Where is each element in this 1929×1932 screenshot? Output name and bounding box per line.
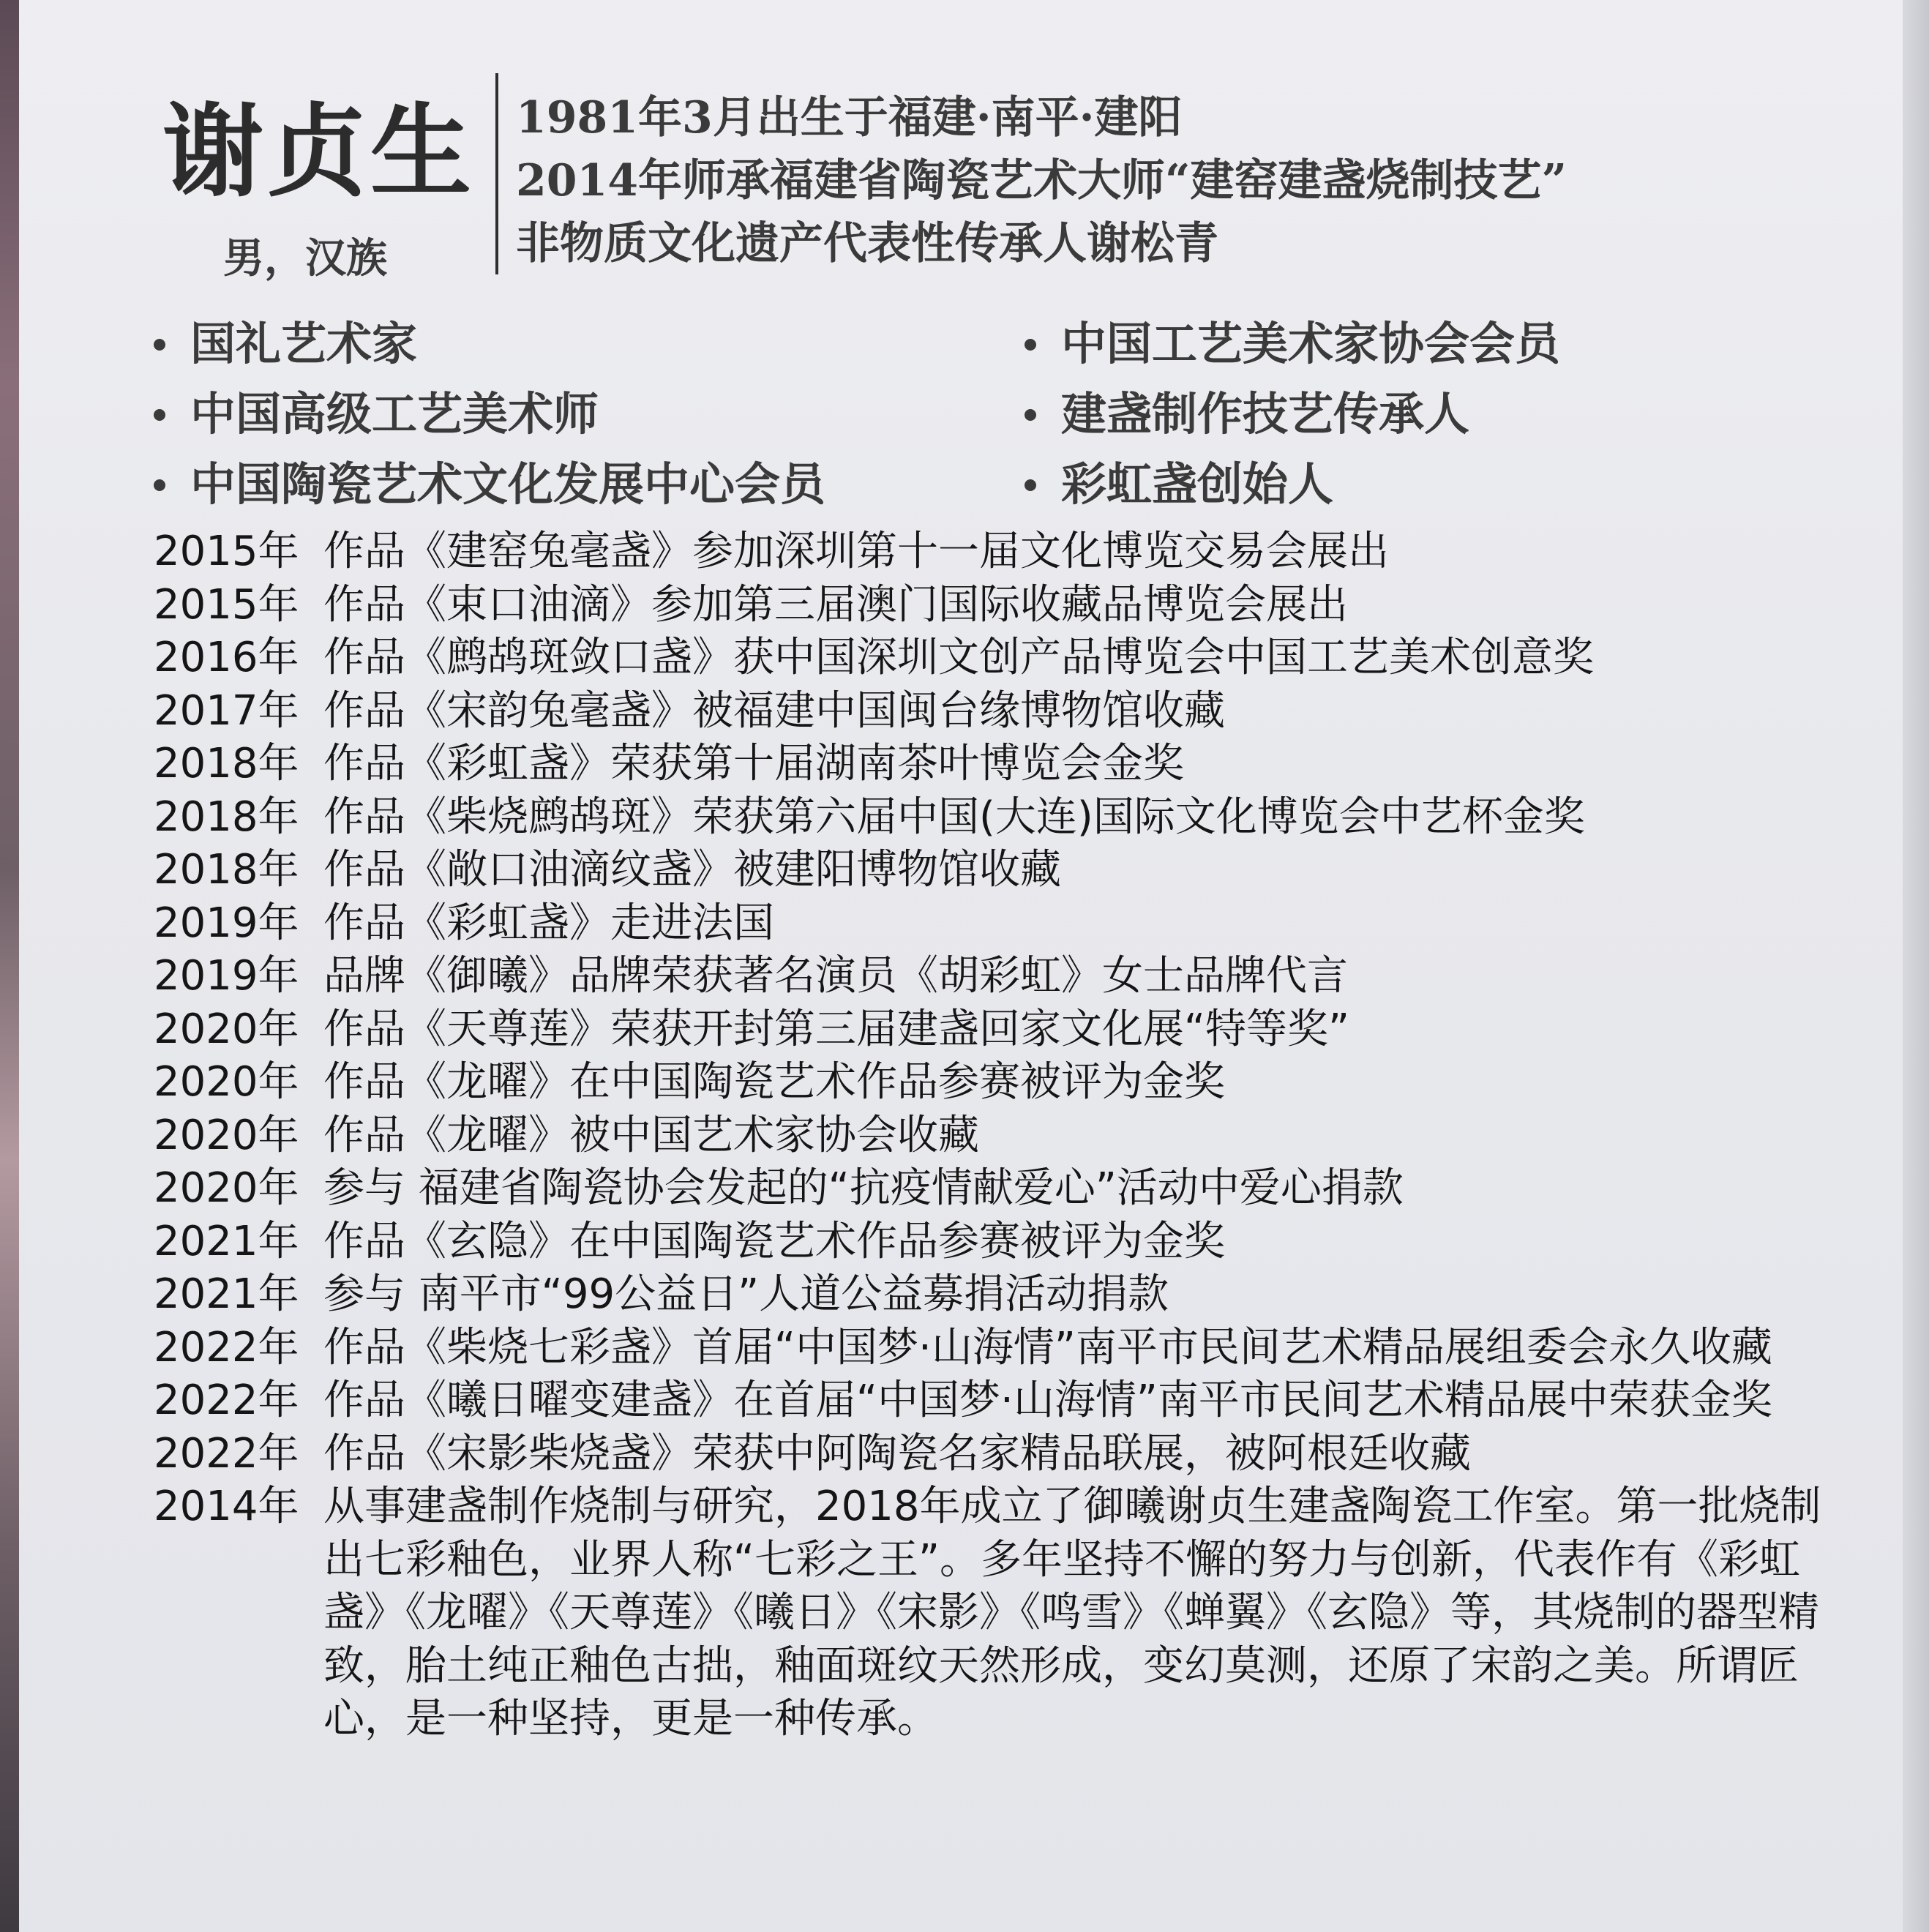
- event-text: 参与 南平市“99公益日”人道公益募捐活动捐款: [323, 1270, 1169, 1318]
- event-item: [154, 632, 1859, 685]
- event-text: 参与 福建省陶瓷协会发起的“抗疫情献爱心”活动中爱心捐款: [323, 1164, 1404, 1212]
- event-year: 2020年: [154, 1164, 299, 1212]
- event-item: [154, 1056, 1859, 1109]
- event-text: 作品《鹧鸪斑敛口盏》获中国深圳文创产品博览会中国工艺美术创意奖: [323, 634, 1594, 681]
- event-year: 2018年: [154, 740, 299, 787]
- event-year: 2015年: [154, 580, 299, 629]
- event-item: [154, 525, 1859, 579]
- bullet-icon: [1025, 409, 1036, 421]
- event-item: [154, 685, 1859, 738]
- event-text: 作品《建窑兔毫盏》参加深圳第十一届文化博览交易会展出: [323, 528, 1389, 575]
- event-item: [154, 844, 1859, 897]
- intro-line: 2014年师承福建省陶瓷艺术大师“建窑建盏烧制技艺”: [516, 155, 1567, 206]
- intro-line: 非物质文化遗产代表性传承人谢松青: [516, 218, 1218, 269]
- event-text: 作品《束口油滴》参加第三届澳门国际收藏品博览会展出: [323, 580, 1348, 629]
- bullet-icon: [154, 479, 165, 491]
- bullet-icon: [154, 339, 165, 351]
- event-year: 2018年: [154, 793, 299, 841]
- title-item: [154, 449, 825, 520]
- event-text: 作品《柴烧七彩盏》首届“中国梦·山海情”南平市民间艺术精品展组委会永久收藏: [323, 1323, 1772, 1371]
- event-text: 作品《玄隐》在中国陶瓷艺术作品参赛被评为金奖: [323, 1217, 1225, 1265]
- bullet-icon: [1025, 479, 1036, 491]
- event-year: 2022年: [154, 1323, 299, 1371]
- event-text: 从事建盏制作烧制与研究，2018年成立了御曦谢贞生建盏陶瓷工作室。第一批烧制出七彩釉色，业界人称“七彩之王”。多年坚持不懈的努力与创新，代表作有《彩虹盏》《龙曜》《天尊莲》《曦日》《宋影》《鸣雪》《蝉翼》《玄隐》等，其烧制的器型精致，胎土纯正釉色古拙，釉面斑纹天然形成，变幻莫测，还原了宋韵之美。所谓匠心，是一种坚持，更是一种传承。: [323, 1483, 1821, 1742]
- title-item: [154, 379, 825, 449]
- page-right-edge: [1903, 0, 1929, 1932]
- title-text: 彩虹盏创始人: [1061, 457, 1334, 511]
- event-item: [154, 579, 1859, 632]
- title-text: 建盏制作技艺传承人: [1061, 387, 1470, 441]
- event-year: 2017年: [154, 686, 299, 735]
- event-item: [154, 1109, 1859, 1163]
- title-text: 中国工艺美术家协会会员: [1061, 317, 1561, 370]
- event-item: [154, 1268, 1859, 1322]
- header-divider: [495, 73, 498, 274]
- event-year: 2020年: [154, 1058, 299, 1106]
- event-text: 作品《宋韵兔毫盏》被福建中国闽台缘博物馆收藏: [323, 686, 1225, 735]
- event-item: [154, 1428, 1859, 1481]
- event-text: 作品《曦日曜变建盏》在首届“中国梦·山海情”南平市民间艺术精品展中荣获金奖: [323, 1377, 1772, 1424]
- event-text: 作品《龙曜》被中国艺术家协会收藏: [323, 1111, 979, 1159]
- event-text: 作品《敞口油滴纹盏》被建阳博物馆收藏: [323, 846, 1061, 894]
- event-year: 2014年: [154, 1483, 299, 1530]
- event-text: 作品《彩虹盏》荣获第十届湖南茶叶博览会金奖: [323, 740, 1184, 787]
- event-item: [154, 1003, 1859, 1057]
- titles-right-column: [1025, 309, 1560, 520]
- event-item: [154, 897, 1859, 951]
- event-year: 2021年: [154, 1217, 299, 1265]
- event-year: 2015年: [154, 528, 299, 575]
- event-item: [154, 1322, 1859, 1375]
- event-item: [154, 791, 1859, 845]
- event-text: 作品《宋影柴烧盏》荣获中阿陶瓷名家精品联展，被阿根廷收藏: [323, 1429, 1471, 1478]
- event-year: 2016年: [154, 634, 299, 681]
- event-item: [154, 738, 1859, 791]
- event-year: 2021年: [154, 1270, 299, 1318]
- event-item: [154, 950, 1859, 1003]
- bullet-icon: [154, 409, 165, 421]
- event-text: 品牌《御曦》品牌荣获著名演员《胡彩虹》女士品牌代言: [323, 952, 1348, 1000]
- title-item: [1025, 309, 1560, 379]
- titles-left-column: [154, 309, 825, 520]
- event-item: [154, 1216, 1859, 1269]
- event-year: 2020年: [154, 1111, 299, 1159]
- event-text: 作品《柴烧鹧鸪斑》荣获第六届中国(大连)国际文化博览会中艺杯金奖: [323, 793, 1585, 841]
- achievements-list: [154, 525, 1859, 1746]
- title-item: [1025, 379, 1560, 449]
- title-text: 中国高级工艺美术师: [190, 387, 599, 441]
- event-year: 2019年: [154, 899, 299, 947]
- event-year: 2020年: [154, 1005, 299, 1053]
- event-year: 2019年: [154, 952, 299, 1000]
- bullet-icon: [1025, 339, 1036, 351]
- event-item: [154, 1162, 1859, 1216]
- intro-line: 1981年3月出生于福建·南平·建阳: [516, 92, 1183, 143]
- title-item: [1025, 449, 1560, 520]
- biography-paragraph: [154, 1480, 1859, 1746]
- page-left-edge: [0, 0, 19, 1932]
- title-text: 国礼艺术家: [190, 317, 418, 370]
- event-year: 2022年: [154, 1377, 299, 1424]
- event-year: 2022年: [154, 1429, 299, 1478]
- intro-block: [516, 86, 1567, 275]
- title-item: [154, 309, 825, 379]
- event-text: 作品《天尊莲》荣获开封第三届建盏回家文化展“特等奖”: [323, 1005, 1350, 1053]
- event-text: 作品《龙曜》在中国陶瓷艺术作品参赛被评为金奖: [323, 1058, 1225, 1106]
- person-name: 谢贞生: [162, 91, 475, 211]
- title-text: 中国陶瓷艺术文化发展中心会员: [190, 457, 826, 511]
- event-item: [154, 1374, 1859, 1428]
- event-year: 2018年: [154, 846, 299, 894]
- person-gender-ethnicity: 男，汉族: [223, 234, 387, 282]
- event-text: 作品《彩虹盏》走进法国: [323, 899, 774, 947]
